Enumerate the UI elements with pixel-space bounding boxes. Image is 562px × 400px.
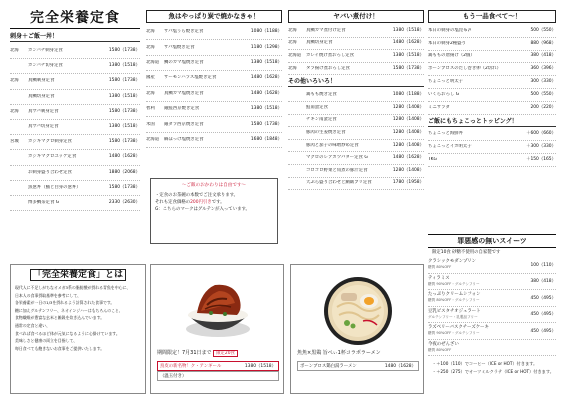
sweets-row [428, 340, 556, 357]
menu-row [428, 89, 556, 102]
menu-item-name: ミニサラダ [428, 104, 450, 110]
menu-row [288, 115, 424, 128]
menu-item-name: 縞ほっけ塩焼き定食 [164, 136, 204, 142]
sweets-item-price: 100（110） [530, 262, 556, 268]
promo-limited-name: 鳥皮の新名物！ク・アンギール [160, 364, 222, 369]
menu-item-name: カジキマグロユッケ定食 [28, 154, 77, 160]
intro-title: 「完全栄養定食」とは [15, 269, 141, 281]
menu-item-name: サバ塩うら焼き定食 [164, 29, 204, 35]
menu-row [428, 141, 556, 154]
menu-item-price: 1280（1408） [392, 129, 424, 135]
menu-row [146, 40, 282, 55]
menu-row [288, 178, 424, 191]
menu-row [288, 50, 424, 63]
sweets-row [428, 257, 556, 274]
menu-item-price: 1380（1518） [250, 106, 282, 112]
menu-item-price: 1580（1738） [250, 121, 282, 127]
promo-ramen-caption: 魚魚×黒鶏 旨ぺぃ1杯コラボラーメン [297, 350, 381, 356]
menu-item-price: 1180（1298） [250, 44, 282, 50]
intro-line: 美味しさと健康の両立を目指して、 [15, 338, 78, 344]
sweets-item-price: 450（495） [530, 295, 556, 301]
menu-origin: 智利 [146, 106, 155, 112]
menu-item-name: 豚肉と茄子の味噌炒め定食 [306, 142, 359, 148]
menu-item-name: サーモンハラス塩焼き定食 [164, 75, 217, 81]
intro-line: 食物繊維が豊富な玄米と雑穀を炊き込んでいます。 [15, 315, 105, 321]
menu-item-price: 1280（1408） [392, 117, 424, 123]
menu-row [10, 105, 140, 120]
sweets-item [428, 276, 480, 287]
food-photo-grilled-bowl [157, 271, 279, 347]
sweets-item-sub: 糖質 80%OFF・グルテンフリー [428, 298, 480, 303]
notice-heading: ～ご飯のおかわりは自由です～ [181, 183, 247, 188]
menu-row [428, 38, 556, 51]
notice-line-2-c: です。 [211, 200, 225, 205]
menu-row [428, 25, 556, 38]
menu-item-price: 1480（1628） [108, 154, 140, 160]
menu-item-price: ＋300（330） [526, 144, 556, 150]
menu-item-name: お刺身盛り合わせ定食 [28, 169, 72, 175]
menu-item-price: 1480（1628） [250, 75, 282, 81]
menu-item-price: 1380（1518） [108, 93, 140, 99]
menu-item-price: 1580（1738） [392, 65, 424, 71]
menu-item-name: ボーンブロスのだし巻き卵（2切れ） [428, 66, 501, 72]
intro-line: 食べれば食べるほど体が元気になるように心掛けています。 [15, 330, 120, 336]
menu-item-price: 2330（2630） [108, 199, 140, 205]
menu-row [146, 117, 282, 132]
food-photo-ramen [297, 271, 419, 347]
promo-ramen-item [297, 361, 419, 371]
intro-line: 現代人に不足しがちなオメガ3系の脂肪酸が摂れる青魚を中心に、 [15, 285, 131, 290]
menu-origin: 北海 [288, 27, 297, 33]
other-list [288, 89, 424, 190]
menu-origin: 宮城 [10, 139, 19, 145]
menu-item-name: 真鯛カマ煮付け定食 [306, 27, 346, 33]
menu-row [288, 102, 424, 115]
menu-item-name: カンパチ切身定食 [28, 63, 63, 69]
menu-origin: 北海 [146, 44, 155, 50]
intro-body [15, 284, 141, 352]
sweets-item-name: ラズベリーバスクチーズケーキ [428, 325, 489, 331]
sweets-item-name: 豆乳ピスタチオジェラート [428, 308, 481, 314]
sweets-row [428, 307, 556, 324]
intro-line: 毎日食べても飽きないお食事をご提供いたします。 [15, 345, 105, 351]
sweets-item [428, 292, 480, 303]
menu-item-name: 真鯛刺身定食 [28, 78, 55, 84]
menu-item-name: 魚葱丼（鮪と白身の葱丼） [28, 184, 81, 190]
menu-item-price: 1480（1628） [392, 40, 424, 46]
menu-item-price: ＋150（165） [526, 157, 556, 163]
menu-item-price: 1680（1848） [250, 136, 282, 142]
section-topping-heading: ご飯にもちょこっとトッピング！ [428, 117, 556, 127]
menu-item-name: カレイ焼け煮おろし定食 [306, 52, 355, 58]
menu-item-name: ゴロゴロ野菜と角煮の豚汁定食 [306, 167, 368, 173]
menu-item-price: 1380（1518） [108, 124, 140, 130]
menu-row [10, 181, 140, 196]
menu-row [288, 152, 424, 165]
intro-line: 各栄養素が一日の1/3を摂れるよう計算された食事です。 [15, 300, 115, 306]
menu-item-price: 1580（1738） [108, 48, 140, 54]
menu-origin: 北海 [10, 78, 19, 84]
promo-limited-item [157, 361, 279, 371]
menu-row [288, 165, 424, 178]
grilled-list [146, 25, 282, 148]
intro-line: 通常の定食と違い、 [15, 322, 51, 328]
menu-item-price: 1080（1188） [392, 92, 424, 98]
sweets-item [428, 325, 489, 336]
menu-item-name: 鶏ももの唐揚げ（2個） [428, 53, 475, 59]
intro-box [10, 264, 146, 394]
menu-row [10, 90, 140, 105]
sweets-item [428, 342, 459, 353]
promo-limited-caption [157, 349, 279, 358]
menu-item-name: ちょこっと海鮮丼 [428, 131, 464, 137]
menu-item-price: 1380（1518） [392, 52, 424, 58]
menu-row [10, 74, 140, 89]
menu-origin: 米国 [146, 121, 155, 127]
menu-row [428, 102, 556, 115]
sweets-item-name: 今夜のぜんざい [428, 341, 459, 347]
menu-item-price: 1580（1738） [108, 184, 140, 190]
menu-item-price: 1580（1738） [108, 78, 140, 84]
promo-limited-price: 1380（1518） [244, 364, 276, 369]
menu-row [146, 56, 282, 71]
sweets-item-price: 450（495） [530, 312, 556, 318]
menu-row [288, 127, 424, 140]
sides-list [428, 25, 556, 115]
menu-item-price: 300（330） [530, 79, 556, 85]
sweets-item-name: ティラミス [428, 275, 450, 281]
menu-item-name: 鮭南蛮定食 [306, 104, 328, 110]
menu-item-name: サバ塩焼き定食 [164, 44, 195, 50]
menu-row [288, 140, 424, 153]
menu-origin: 北海道 [146, 59, 160, 65]
menu-item-name: カジキマグロ刺身定食 [28, 139, 72, 145]
menu-row [428, 76, 556, 89]
menu-row [288, 38, 424, 51]
menu-item-price: 1480（1628） [392, 155, 424, 161]
sweets-item [428, 309, 481, 320]
intro-line: 日本人の食事摂取基準を参考にして、 [15, 292, 82, 298]
menu-origin: 北海 [146, 90, 155, 96]
topping-list [428, 129, 556, 167]
menu-item-price: 1580（1738） [108, 139, 140, 145]
menu-row [146, 102, 282, 117]
notice-line-2-a: それも定食価格の [155, 200, 191, 205]
menu-item-name: いくらおろし G [428, 91, 460, 97]
section-simmered-heading: ヤバい煮付け！ [288, 10, 424, 23]
menu-item-price: 1280（1408） [392, 104, 424, 110]
section-sides-heading: もう一品食べて～！ [428, 10, 556, 23]
menu-item-name: 銀ダラ西京焼き定食 [164, 121, 204, 127]
menu-row [10, 150, 140, 165]
column-sides [428, 10, 556, 230]
menu-item-name: ちょこっと明太子 [428, 79, 464, 85]
menu-item-price: 500（550） [530, 91, 556, 97]
menu-origin: 北海 [288, 40, 297, 46]
menu-origin: 北海道 [288, 52, 302, 58]
menu-item-price: 380（418） [530, 53, 556, 59]
menu-item-price: 1380（1518） [108, 63, 140, 69]
sweets-item-sub: 糖質 80%OFF [428, 265, 452, 270]
menu-item-price: 1380（1518） [250, 59, 282, 65]
menu-row [288, 25, 424, 38]
menu-row [10, 59, 140, 74]
menu-item-name: 真鯛カマ塩焼き定食 [164, 90, 204, 96]
column-sashimi [10, 10, 140, 260]
menu-row [146, 87, 282, 102]
menu-origin: 北海 [288, 65, 297, 71]
section-sashimi-heading: 刺身＋ご飯一丼！ [10, 32, 140, 42]
column-simmered [288, 10, 424, 260]
promo-limited-sub [157, 371, 279, 381]
menu-origin: 北海 [10, 48, 19, 54]
menu-item-price: 1280（1408） [392, 167, 424, 173]
menu-item-name: 博多鯛茶定食 G [28, 199, 60, 205]
menu-item-price: ＋600（660） [526, 131, 556, 137]
menu-item-price: 1480（1628） [250, 90, 282, 96]
menu-item-name: 本日の刺身の塩昆布〆 [428, 27, 472, 33]
menu-row [10, 120, 140, 135]
menu-row [428, 154, 556, 167]
menu-item-name: 真サバ刺身定食 [28, 108, 59, 114]
sweets-limit: 限定10食 砂糖不使用の自家製です [432, 250, 501, 255]
promo-ramen [290, 264, 424, 394]
menu-item-name: マグロのレアカツバター定食 G [306, 155, 368, 161]
sweets-list [428, 257, 556, 357]
menu-row [10, 196, 140, 211]
menu-row [146, 25, 282, 40]
menu-origin: 北海 [146, 29, 155, 35]
sweets-row [428, 274, 556, 291]
menu-item-price: 1580（1738） [108, 108, 140, 114]
menu-item-name: 銀鮭西京焼き定食 [164, 106, 200, 112]
menu-row [10, 135, 140, 150]
menu-row [428, 51, 556, 64]
menu-row [10, 44, 140, 59]
menu-item-name: 豚肉の生姜焼き定食 [306, 129, 346, 135]
menu-item-price: 500（550） [530, 27, 556, 33]
page-title: 完全栄養定食 [10, 10, 140, 29]
section-grilled-heading: 魚はやっぱり炭で焼かなきゃ！ [146, 10, 282, 23]
menu-origin: 國産 [146, 75, 155, 81]
sweets-item-sub: 糖質 90%OFF・グルテンフリー [428, 331, 480, 336]
menu-item-name: カンパチ刺身定食 [28, 48, 63, 54]
sweets-item [428, 259, 476, 270]
menu-item-price: 1280（1408） [392, 142, 424, 148]
notice-line-2 [155, 199, 273, 206]
sweets-item-price: 380（418） [530, 279, 556, 285]
menu-row [10, 166, 140, 181]
promo-limited-tag: 限定20食 [213, 350, 238, 357]
menu-item-price: 880（968） [530, 40, 556, 46]
sweets-title: 罪悪感の無いスイーツ [428, 234, 556, 248]
sweets-note-latte: ・＋250（275）でオーツミルクラテ（ICE or HOT）付きます。 [432, 369, 554, 374]
promo-limited-period: 期間限定！7月31日まで [157, 350, 212, 356]
menu-item-price: 1880（2068） [108, 169, 140, 175]
notice-line-3: G：こちらのマークはグルテンが入っています。 [155, 207, 250, 212]
sweets-item-sub: グルテンフリー・乳製品フリー [428, 314, 478, 319]
sweets-row [428, 290, 556, 307]
sweets-notes [432, 360, 556, 376]
menu-item-name: 本日の刺身2種盛り [428, 40, 466, 46]
menu-item-name: 鶏もも焼き定食 [306, 92, 337, 98]
menu-item-name: チキン南蛮定食 [306, 117, 337, 123]
menu-row [288, 63, 424, 76]
simmered-list [288, 25, 424, 75]
promo-limited-sub-label: （温玉付き） [160, 374, 187, 379]
menu-item-price: 360（396） [530, 66, 556, 72]
menu-item-name: 天ぷら盛り合わせと鯖飯ブリ定食 [306, 180, 372, 186]
menu-item-name: TKG [428, 157, 437, 163]
menu-item-name: 真サバ切身定食 [28, 124, 59, 130]
menu-row [288, 89, 424, 102]
menu-origin: 北海道 [146, 136, 160, 142]
sweets-item-name: クラシックモダンプリン [428, 259, 477, 265]
promo-ramen-price: 1480（1628） [384, 364, 416, 369]
menu-item-price: 200（220） [530, 104, 556, 110]
promo-limited [150, 264, 284, 394]
menu-item-name: 真鯛切身定食 [306, 40, 333, 46]
notice-line-1: ・定食のお茶碗の本数でご注文承ります。 [155, 193, 239, 198]
intro-line: 糖に加えグルテンフリー、ネオインジハーはもちろんのこと、 [15, 307, 123, 313]
menu-row [428, 63, 556, 76]
sweets-item-name: たっぷりクリームシフォン [428, 292, 481, 298]
sweets-item-price: 450（495） [530, 328, 556, 334]
section-other-heading: その他いろいろ！ [288, 77, 424, 87]
menu-item-price: 1080（1188） [250, 29, 282, 35]
menu-item-price: 1780（1958） [392, 180, 424, 186]
menu-row [146, 133, 282, 148]
menu-origin: 北海 [10, 108, 19, 114]
menu-item-name: ちょこっとイカ明太子 [428, 144, 472, 150]
sashimi-list [10, 44, 140, 211]
sweets-item-sub: 糖質 90%OFF・グルテンフリー [428, 281, 480, 286]
menu-item-name: 鯛のカマ塩焼き定食 [164, 59, 204, 65]
menu-item-name: タラ揚け煮おろし定食 [306, 65, 350, 71]
notice-box [150, 178, 278, 244]
menu-item-name: 真鯛切身定食 [28, 93, 55, 99]
sweets-item-sub: 糖質 80%OFF [428, 347, 452, 352]
sweets-note-coffee: ・＋100（110）でコーヒー（ICE or HOT）付きます。 [432, 361, 538, 366]
notice-discount: 200円引き [190, 200, 212, 205]
menu-item-price: 1380（1518） [392, 27, 424, 33]
sweets-row [428, 323, 556, 340]
menu-row [428, 129, 556, 142]
menu-row [146, 71, 282, 86]
promo-ramen-name: ボーンブロス鶏白湯ラーメン [300, 364, 357, 369]
